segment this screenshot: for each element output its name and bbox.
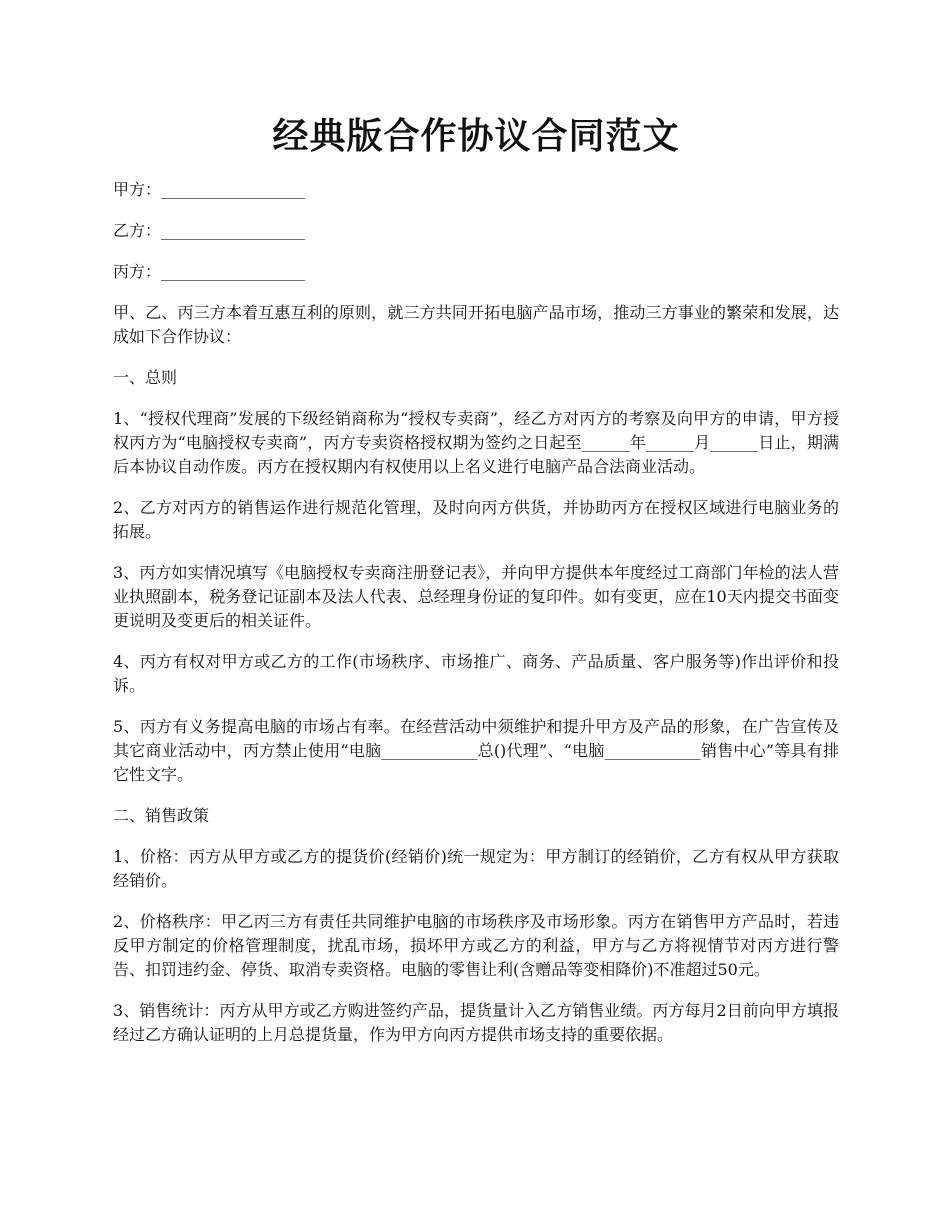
party-c-line: 丙方：__________________ [113, 262, 306, 281]
section-heading-general: 一、总则 [113, 368, 178, 387]
sales-clause-3: 3、销售统计：丙方从甲方或乙方购进签约产品，提货量计入乙方销售业绩。丙方每月2日前向甲方填报经过乙方确认证明的上月总提货量，作为甲方向丙方提供市场支持的重要依据。 [113, 1001, 839, 1044]
party-b-line: 乙方：__________________ [113, 221, 306, 240]
general-clause-4: 4、丙方有权对甲方或乙方的工作(市场秩序、市场推广、商务、产品质量、客户服务等)作出评价和投诉。 [113, 652, 839, 695]
general-clause-2: 2、乙方对丙方的销售运作进行规范化管理，及时向丙方供货，并协助丙方在授权区域进行电脑业务的拓展。 [113, 498, 839, 541]
general-clause-3: 3、丙方如实情况填写《电脑授权专卖商注册登记表》，并向甲方提供本年度经过工商部门年检的法人营业执照副本，税务登记证副本及法人代表、总经理身份证的复印件。如有变更，应在10天内提交书面变更说明及变更后的相关证件。 [113, 563, 839, 630]
general-clause-5: 5、丙方有义务提高电脑的市场占有率。在经营活动中须维护和提升甲方及产品的形象，在广告宣传及其它商业活动中，丙方禁止使用“电脑____________总()代理”、“电脑____________销售中心”等具有排它性文字。 [113, 717, 839, 784]
general-clause-1: 1、“授权代理商”发展的下级经销商称为“授权专卖商”，经乙方对丙方的考察及向甲方的申请，甲方授权丙方为“电脑授权专卖商”，丙方专卖资格授权期为签约之日起至______年______月______日止，期满后本协议自动作废。丙方在授权期内有权使用以上名义进行电脑产品合法商业活动。 [113, 409, 839, 476]
party-a-line: 甲方：__________________ [113, 180, 306, 199]
section-heading-sales-policy: 二、销售政策 [113, 806, 210, 825]
sales-clause-2: 2、价格秩序：甲乙丙三方有责任共同维护电脑的市场秩序及市场形象。丙方在销售甲方产品时，若违反甲方制定的价格管理制度，扰乱市场，损坏甲方或乙方的利益，甲方与乙方将视情节对丙方进行警告、扣罚违约金、停货、取消专卖资格。电脑的零售让利(含赠品等变相降价)不准超过50元。 [113, 912, 839, 979]
document-title: 经典版合作协议合同范文 [272, 115, 680, 157]
sales-clause-1: 1、价格：丙方从甲方或乙方的提货价(经销价)统一规定为：甲方制订的经销价，乙方有权从甲方获取经销价。 [113, 847, 839, 890]
document-body [113, 178, 839, 1064]
intro-paragraph: 甲、乙、丙三方本着互惠互利的原则，就三方共同开拓电脑产品市场，推动三方事业的繁荣和发展，达成如下合作协议： [113, 303, 839, 346]
